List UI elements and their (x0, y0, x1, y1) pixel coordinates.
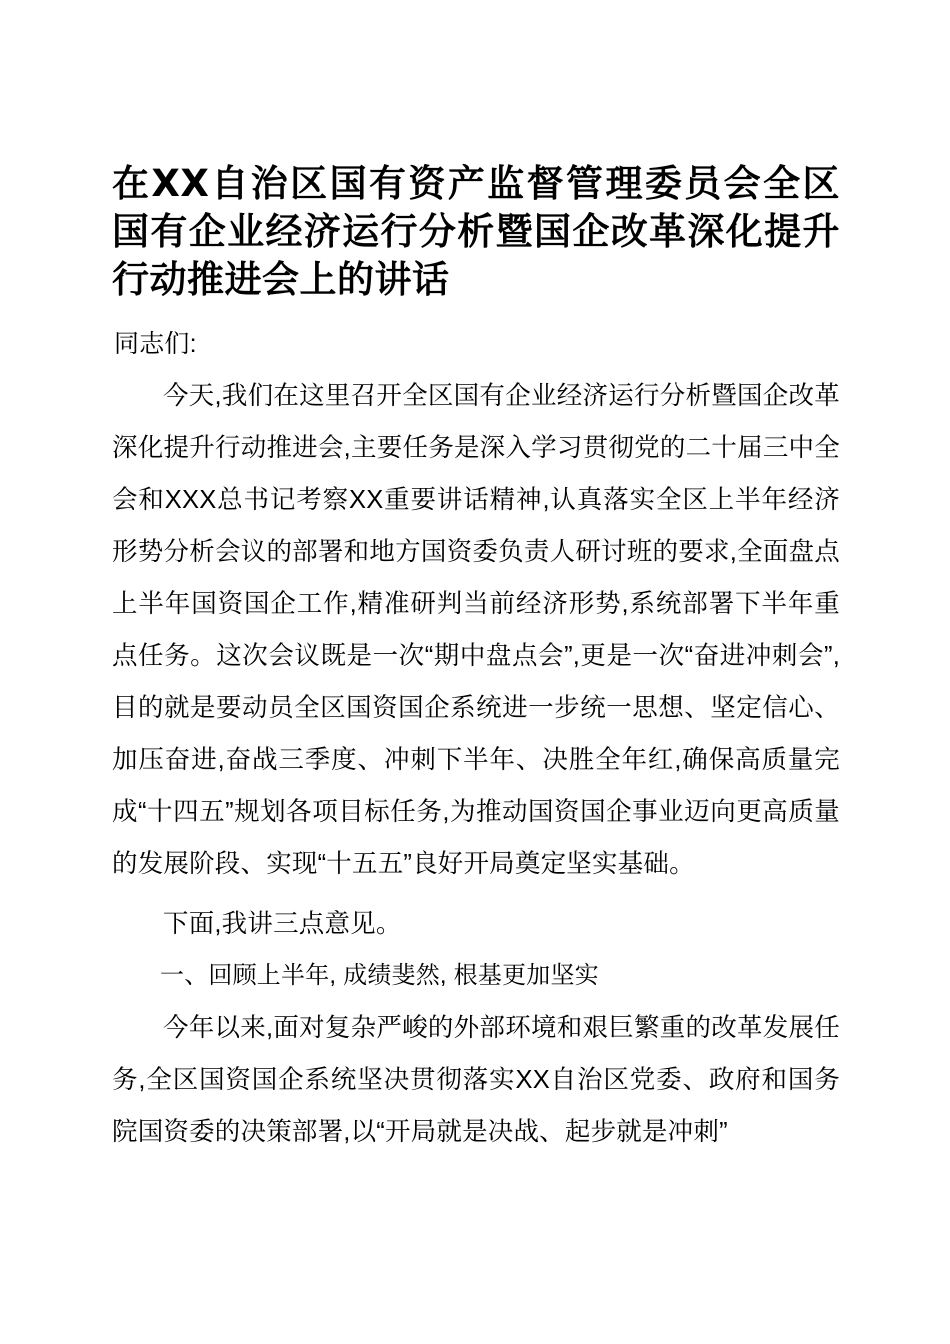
salutation: 同志们: (114, 330, 197, 358)
paragraph-spacer (112, 890, 840, 898)
paragraph-4: 今年以来,面对复杂严峻的外部环境和艰巨繁重的改革发展任务,全区国资国企系统坚决贯彻落实XX自治区党委、政府和国务院国资委的决策部署,以“开局就是决战、起步就是冲刺” (112, 1014, 840, 1146)
paragraph-2: 下面,我讲三点意见。 (163, 910, 402, 938)
page-title: 在XX自治区国有资产监督管理委员会全区国有企业经济运行分析暨国企改革深化提升行动推进会上的讲话 (112, 162, 840, 301)
section-heading-1: 一、回顾上半年, 成绩斐然, 根基更加坚实 (160, 962, 599, 989)
paragraph-1: 今天,我们在这里召开全区国有企业经济运行分析暨国企改革深化提升行动推进会,主要任务是深入学习贯彻党的二十届三中全会和XXX总书记考察XX重要讲话精神,认真落实全区上半年经济形势分析会议的部署和地方国资委负责人研讨班的要求,全面盘点上半年国资国企工作,精准研判当前经济形势,系统部署下半年重点任务。这次会议既是一次“期中盘点会”,更是一次“奋进冲刺会”,目的就是要动员全区国资国企系统进一步统一思想、坚定信心、加压奋进,奋战三季度、冲刺下半年、决胜全年红,确保高质量完成“十四五”规划各项目标任务,为推动国资国企事业迈向更高质量的发展阶段、实现“十五五”良好开局奠定坚实基础。 (112, 382, 840, 878)
